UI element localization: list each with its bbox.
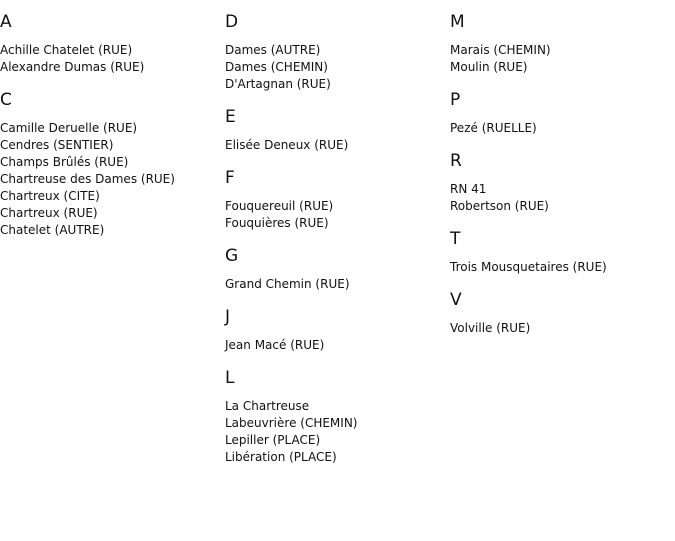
street-link[interactable]: Alexandre Dumas (RUE) <box>0 60 145 74</box>
street-list <box>225 337 445 354</box>
street-link[interactable]: D'Artagnan (RUE) <box>225 77 331 91</box>
street-link[interactable]: RN 41 <box>450 182 487 196</box>
letter-group <box>450 12 670 76</box>
street-link[interactable]: Fouquières (RUE) <box>225 216 329 230</box>
street-link[interactable]: Camille Deruelle (RUE) <box>0 121 138 135</box>
letter-heading: T <box>450 229 461 249</box>
street-link[interactable]: Achille Chatelet (RUE) <box>0 43 133 57</box>
street-column <box>225 12 445 480</box>
street-list <box>225 398 445 466</box>
letter-heading: E <box>225 107 236 127</box>
letter-group <box>225 12 445 93</box>
letter-group <box>450 90 670 137</box>
letter-heading: G <box>225 246 239 266</box>
letter-heading: L <box>225 368 235 388</box>
street-list <box>450 181 670 215</box>
letter-group <box>450 151 670 215</box>
street-list <box>0 120 220 239</box>
letter-heading: D <box>225 12 239 32</box>
street-link[interactable]: Pezé (RUELLE) <box>450 121 537 135</box>
street-link[interactable]: Moulin (RUE) <box>450 60 528 74</box>
street-column <box>450 12 670 351</box>
letter-heading: M <box>450 12 465 32</box>
letter-group <box>225 168 445 232</box>
street-list <box>0 42 220 76</box>
street-link[interactable]: Jean Macé (RUE) <box>225 338 325 352</box>
street-link[interactable]: La Chartreuse <box>225 399 310 413</box>
letter-group <box>225 107 445 154</box>
letter-heading: J <box>225 307 231 327</box>
letter-heading: V <box>450 290 462 310</box>
street-link[interactable]: Trois Mousquetaires (RUE) <box>450 260 607 274</box>
letter-group <box>225 368 445 466</box>
street-link[interactable]: Lepiller (PLACE) <box>225 433 321 447</box>
street-list <box>225 198 445 232</box>
street-link[interactable]: Champs Brûlés (RUE) <box>0 155 129 169</box>
street-list <box>450 320 670 337</box>
street-link[interactable]: Chartreux (RUE) <box>0 206 98 220</box>
street-link[interactable]: Grand Chemin (RUE) <box>225 277 350 291</box>
street-link[interactable]: Volville (RUE) <box>450 321 531 335</box>
street-link[interactable]: Labeuvrière (CHEMIN) <box>225 416 358 430</box>
letter-group <box>0 90 220 239</box>
street-column <box>0 12 220 253</box>
street-link[interactable]: Chatelet (AUTRE) <box>0 223 105 237</box>
street-link[interactable]: Marais (CHEMIN) <box>450 43 551 57</box>
street-link[interactable]: Chartreuse des Dames (RUE) <box>0 172 175 186</box>
street-link[interactable]: Dames (CHEMIN) <box>225 60 328 74</box>
letter-heading: C <box>0 90 12 110</box>
letter-heading: F <box>225 168 235 188</box>
letter-heading: R <box>450 151 462 171</box>
street-link[interactable]: Libération (PLACE) <box>225 450 337 464</box>
letter-group <box>225 246 445 293</box>
letter-group <box>0 12 220 76</box>
street-link[interactable]: Elisée Deneux (RUE) <box>225 138 349 152</box>
street-link[interactable]: Dames (AUTRE) <box>225 43 321 57</box>
street-link[interactable]: Chartreux (CITE) <box>0 189 100 203</box>
letter-heading: A <box>0 12 12 32</box>
letter-group <box>450 229 670 276</box>
letter-group <box>450 290 670 337</box>
letter-group <box>225 307 445 354</box>
street-list <box>225 137 445 154</box>
street-link[interactable]: Robertson (RUE) <box>450 199 549 213</box>
street-list <box>225 42 445 93</box>
street-link[interactable]: Cendres (SENTIER) <box>0 138 114 152</box>
street-link[interactable]: Fouquereuil (RUE) <box>225 199 334 213</box>
street-list <box>450 120 670 137</box>
street-list <box>450 42 670 76</box>
street-list <box>225 276 445 293</box>
street-list <box>450 259 670 276</box>
letter-heading: P <box>450 90 461 110</box>
